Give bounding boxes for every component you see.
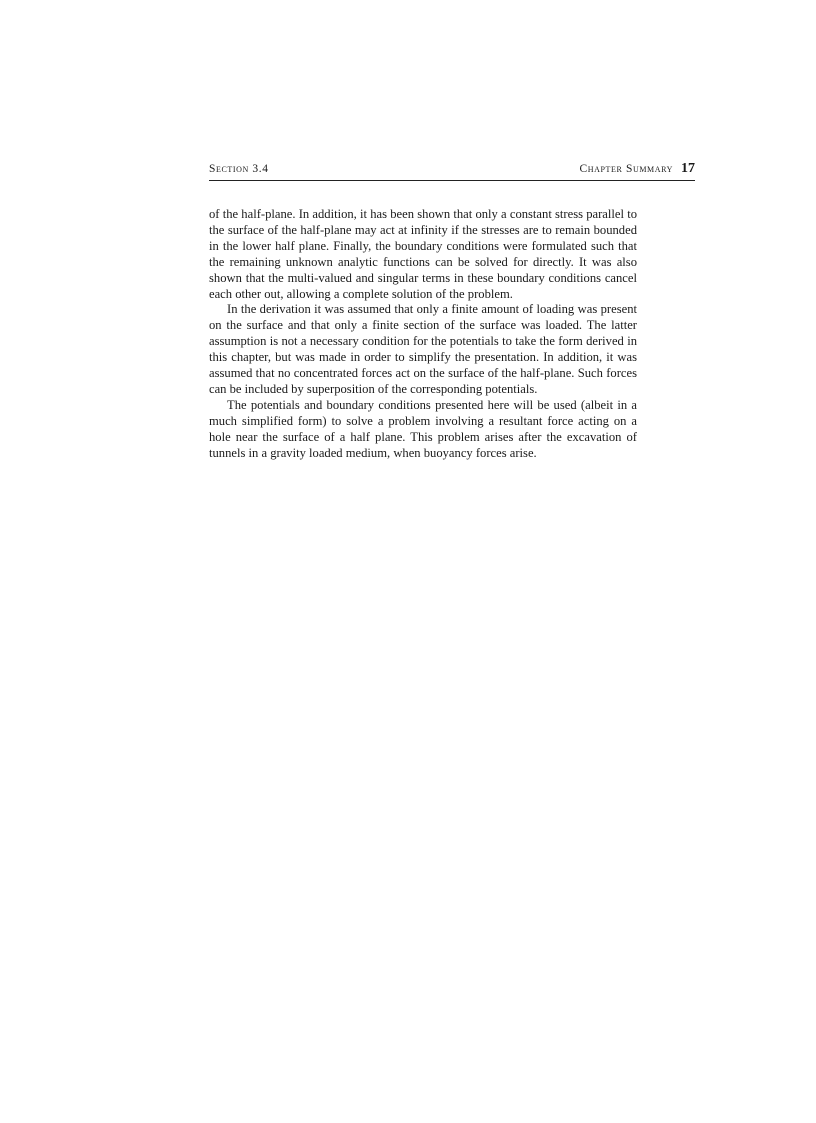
body-text — [209, 207, 637, 462]
section-label: Section 3.4 — [209, 163, 269, 175]
paragraph-2: In the derivation it was assumed that only a finite amount of loading was present on the surface and that only a finite section of the surface was loaded. The latter assumption is not a necessary condition for the potentials to take the form derived in this chapter, but was made in order to simplify the presentation. In addition, it was assumed that no concentrated forces act on the surface of the half-plane. Such forces can be included by superposition of the corresponding potentials. — [209, 302, 637, 396]
paragraph-1: of the half-plane. In addition, it has been shown that only a constant stress parallel to the surface of the half-plane may act at infinity if the stresses are to remain bounded in the lower half plane. Finally, the boundary conditions were formulated such that the remaining unknown analytic functions can be solved for directly. It was also shown that the multi-valued and singular terms in these boundary conditions cancel each other out, allowing a complete solution of the problem. — [209, 207, 637, 301]
chapter-title: Chapter Summary — [579, 163, 673, 175]
header-right — [579, 161, 695, 177]
paragraph-3: The potentials and boundary conditions presented here will be used (albeit in a much simplified form) to solve a problem involving a resultant force acting on a hole near the surface of a half plane. This problem arises after the excavation of tunnels in a gravity loaded medium, when buoyancy forces arise. — [209, 397, 637, 460]
running-header — [209, 160, 695, 181]
page-number: 17 — [681, 161, 695, 176]
